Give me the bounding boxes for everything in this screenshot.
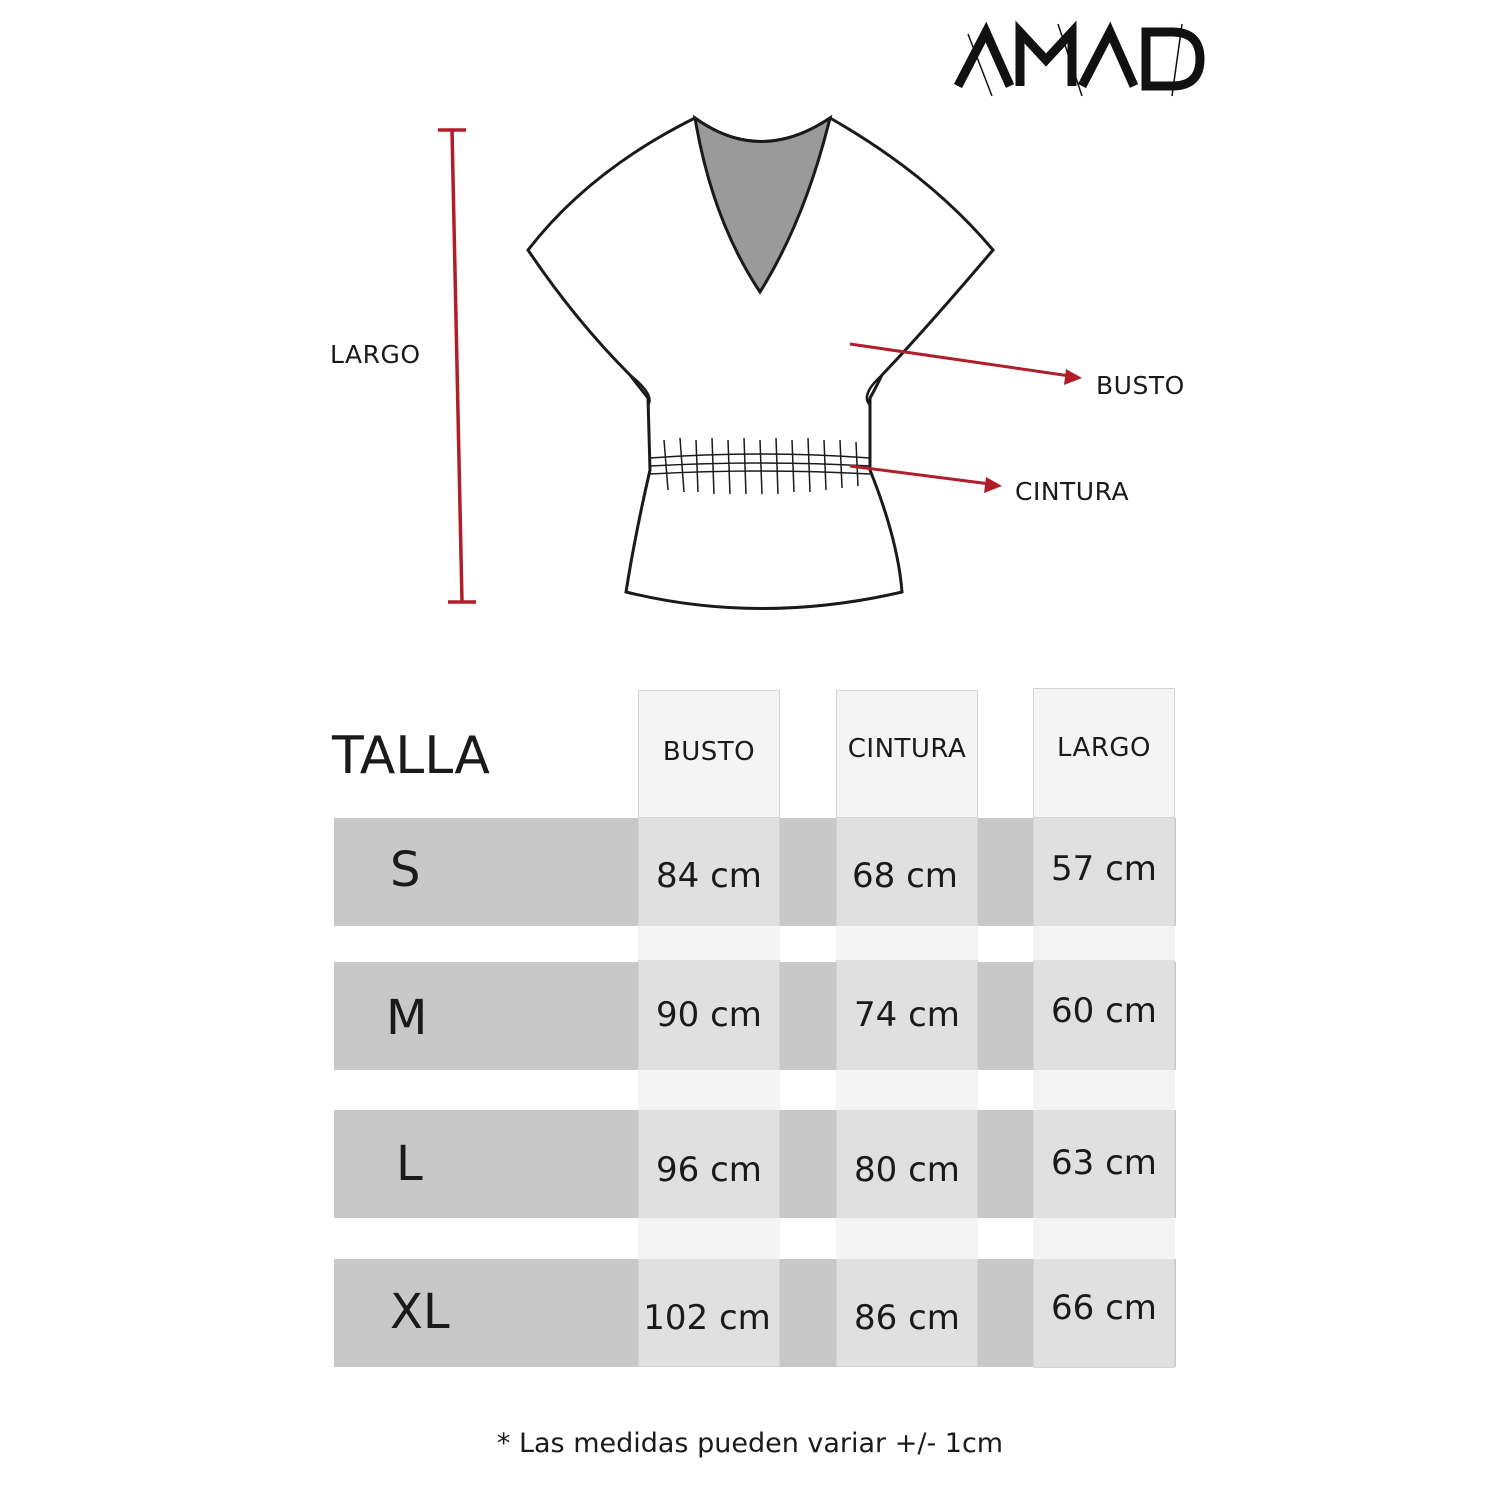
cell-l-busto: 96 cm [656, 1150, 762, 1190]
largo-label: LARGO [330, 340, 421, 369]
size-m: M [386, 990, 428, 1046]
cell-l-largo: 63 cm [1051, 1143, 1157, 1183]
cell-xl-largo: 66 cm [1051, 1288, 1157, 1328]
table-title: TALLA [332, 726, 491, 786]
size-xl: XL [390, 1284, 450, 1340]
cell-xl-cintura: 86 cm [854, 1298, 960, 1338]
cell-m-cintura: 74 cm [854, 995, 960, 1035]
cell-m-largo: 60 cm [1051, 991, 1157, 1031]
busto-label: BUSTO [1096, 371, 1185, 400]
size-s: S [390, 842, 421, 898]
footnote: * Las medidas pueden variar +/- 1cm [496, 1428, 1004, 1459]
header-largo: LARGO [1056, 733, 1152, 763]
cell-xl-busto: 102 cm [643, 1298, 771, 1338]
header-cintura: CINTURA [847, 734, 967, 764]
header-busto: BUSTO [662, 737, 756, 767]
cell-s-busto: 84 cm [656, 856, 762, 896]
cintura-label: CINTURA [1015, 477, 1130, 506]
garment-diagram [0, 0, 1500, 660]
cell-s-largo: 57 cm [1051, 849, 1157, 889]
size-l: L [396, 1136, 423, 1192]
cell-l-cintura: 80 cm [854, 1150, 960, 1190]
largo-measure-line [438, 130, 476, 602]
cell-s-cintura: 68 cm [852, 856, 958, 896]
cell-m-busto: 90 cm [656, 995, 762, 1035]
